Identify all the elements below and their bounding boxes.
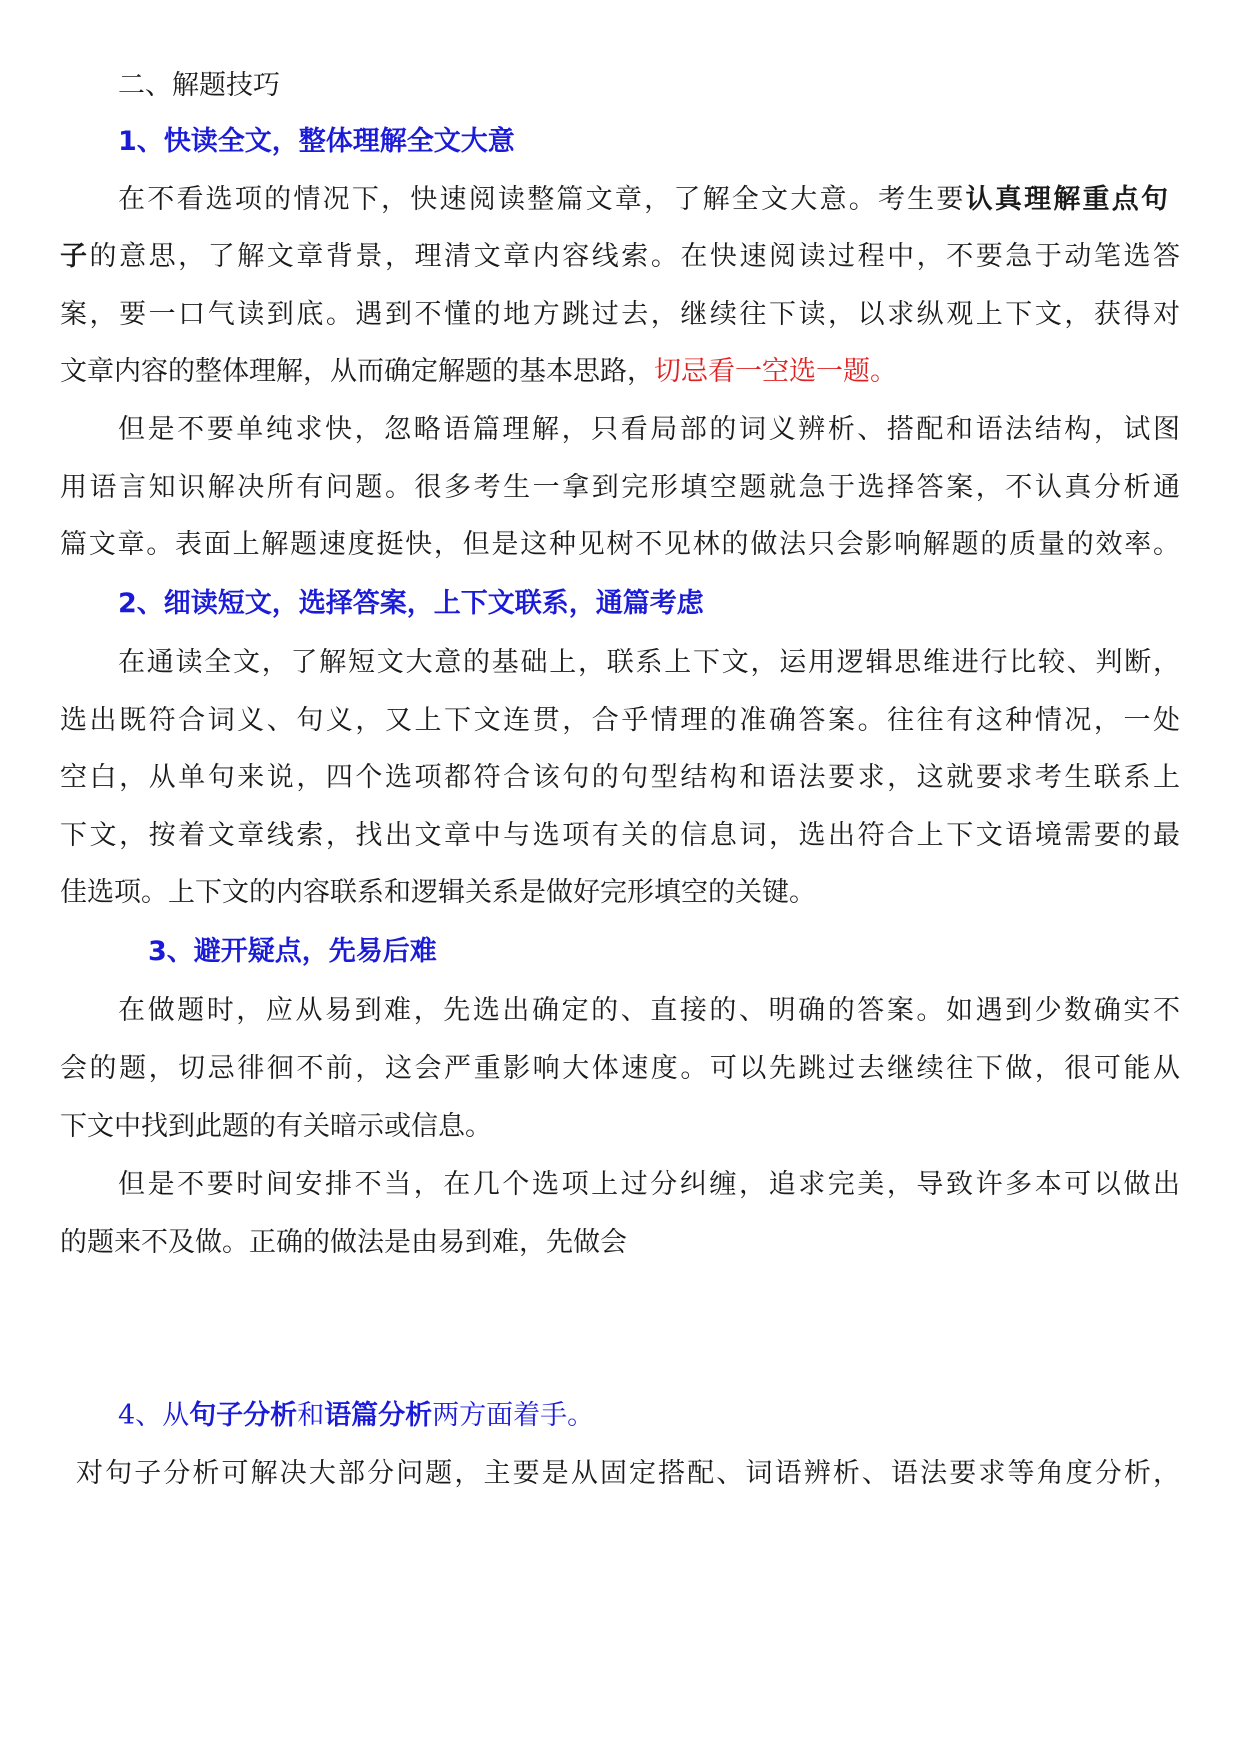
- s3-p2-line2: 的题来不及做。正确的做法是由易到难，先做会: [60, 1227, 627, 1258]
- heading-2: 2、细读短文，选择答案，上下文联系，通篇考虑: [118, 588, 704, 619]
- section-title: 二、解题技巧: [118, 70, 280, 101]
- heading-1: 1、快读全文，整体理解全文大意: [118, 126, 515, 157]
- s1-p1-line3: 案，要一口气读到底。遇到不懂的地方跳过去，继续往下读，以求纵观上下文，获得对: [60, 299, 1180, 330]
- s2-line5: 佳选项。上下文的内容联系和逻辑关系是做好完形填空的关键。: [60, 877, 816, 908]
- s3-p1-line3: 下文中找到此题的有关暗示或信息。: [60, 1111, 492, 1142]
- s2-line1: 在通读全文，了解短文大意的基础上，联系上下文，运用逻辑思维进行比较、判断，: [118, 647, 1180, 678]
- s3-p2-line1: 但是不要时间安排不当，在几个选项上过分纠缠，追求完美，导致许多本可以做出: [118, 1169, 1180, 1200]
- s1-p2-line1: 但是不要单纯求快，忽略语篇理解，只看局部的词义辨析、搭配和语法结构，试图: [118, 414, 1180, 445]
- s4-line1: 对句子分析可解决大部分问题，主要是从固定搭配、词语辨析、语法要求等角度分析，: [76, 1458, 1180, 1489]
- heading-4: 4、从句子分析和语篇分析两方面着手。: [118, 1400, 595, 1431]
- s1-p2-line3: 篇文章。表面上解题速度挺快，但是这种见树不见林的做法只会影响解题的质量的效率。: [60, 529, 1180, 560]
- s1-p1-line2: 子的意思，了解文章背景，理清文章内容线索。在快速阅读过程中，不要急于动笔选答: [60, 241, 1181, 272]
- s1-p1-line4: 文章内容的整体理解，从而确定解题的基本思路，切忌看一空选一题。: [60, 356, 897, 387]
- s1-p2-line2: 用语言知识解决所有问题。很多考生一拿到完形填空题就急于选择答案，不认真分析通: [60, 472, 1180, 503]
- s3-p1-line1: 在做题时，应从易到难，先选出确定的、直接的、明确的答案。如遇到少数确实不: [118, 995, 1180, 1026]
- s3-p1-line2: 会的题，切忌徘徊不前，这会严重影响大体速度。可以先跳过去继续往下做，很可能从: [60, 1053, 1180, 1084]
- heading-3: 3、避开疑点，先易后难: [148, 936, 437, 967]
- s2-line3: 空白，从单句来说，四个选项都符合该句的句型结构和语法要求，这就要求考生联系上: [60, 762, 1180, 793]
- s2-line2: 选出既符合词义、句义，又上下文连贯，合乎情理的准确答案。往往有这种情况，一处: [60, 705, 1180, 736]
- s1-p1-line1: 在不看选项的情况下，快速阅读整篇文章，了解全文大意。考生要认真理解重点句: [118, 184, 1169, 215]
- s2-line4: 下文，按着文章线索，找出文章中与选项有关的信息词，选出符合上下文语境需要的最: [60, 820, 1180, 851]
